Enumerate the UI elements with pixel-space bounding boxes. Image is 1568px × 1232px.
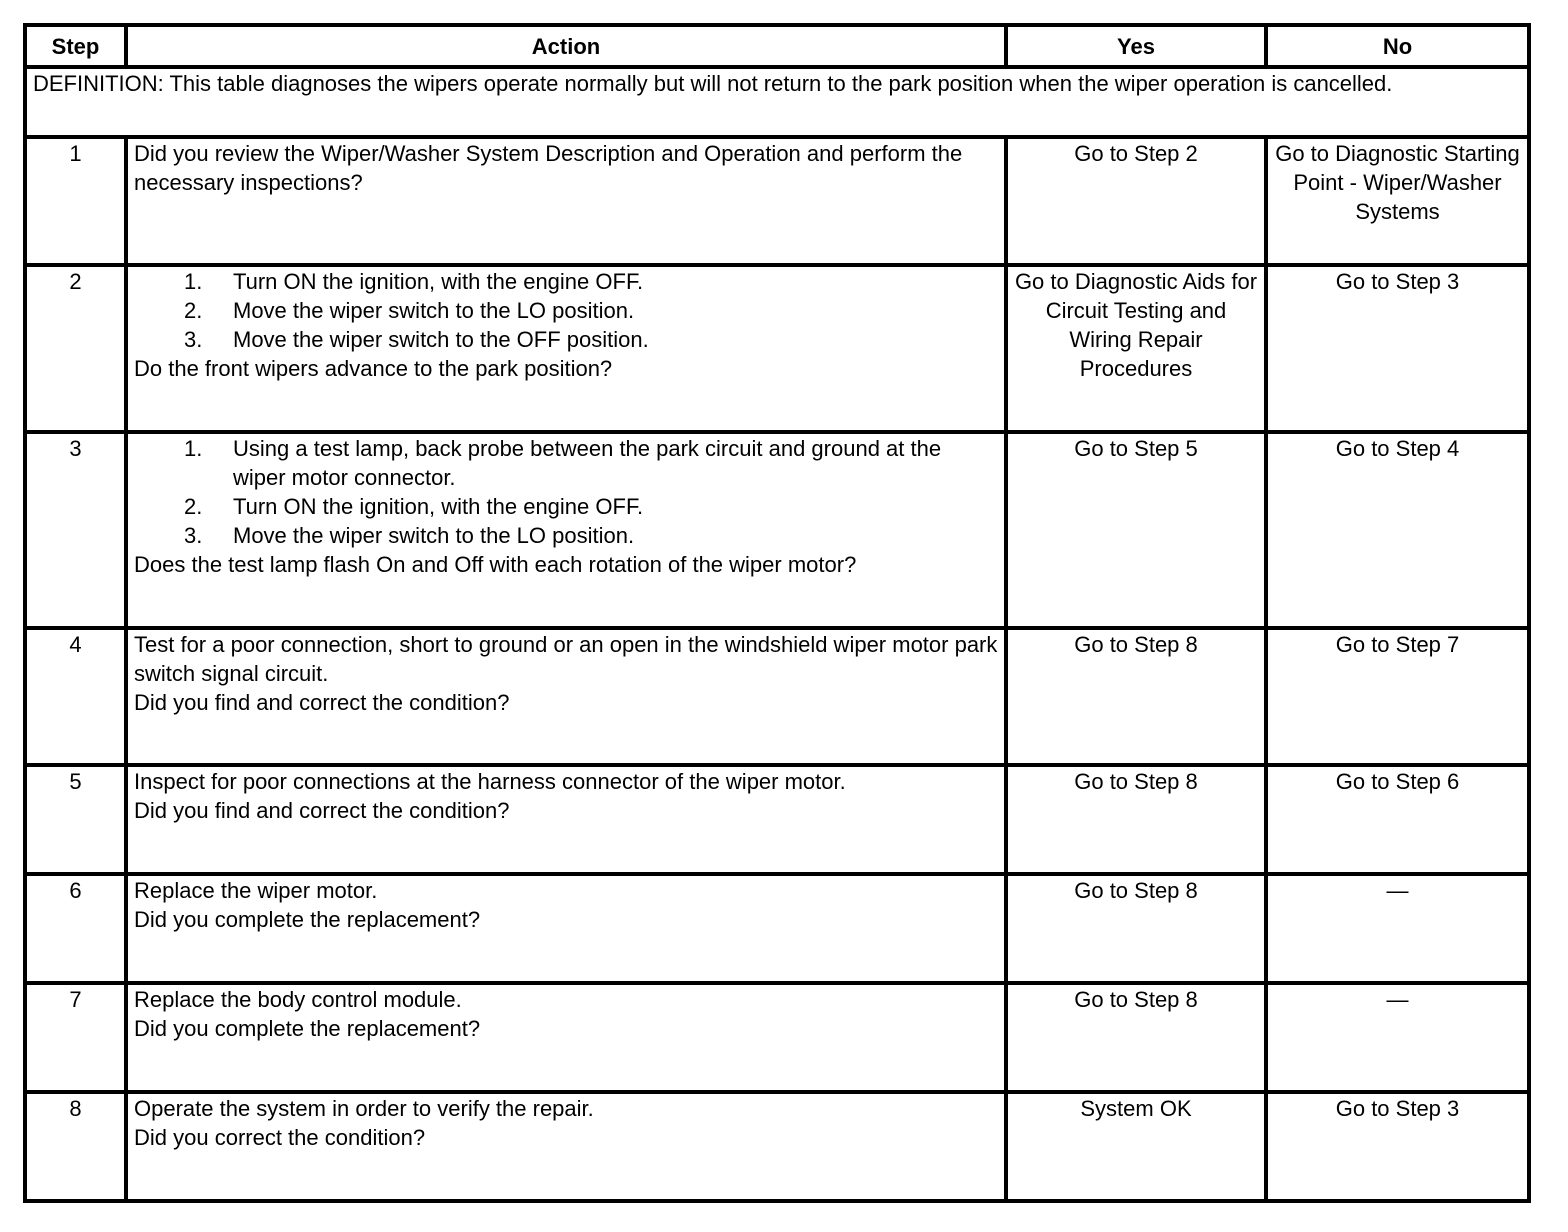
table-row [25, 432, 1529, 628]
step-number: 1 [25, 137, 126, 265]
yes-result: Go to Step 8 [1006, 874, 1266, 983]
yes-result: Go to Diagnostic Aids for Circuit Testing and Wiring Repair Procedures [1006, 265, 1266, 432]
header-action: Action [126, 25, 1006, 67]
step-number: 4 [25, 628, 126, 765]
action-text: Inspect for poor connections at the harness connector of the wiper motor. [134, 769, 846, 794]
action-text: Did you review the Wiper/Washer System Description and Operation and perform the necessary inspections? [126, 137, 1006, 265]
list-item: 2. Turn ON the ignition, with the engine OFF. [184, 494, 644, 519]
table-row [25, 137, 1529, 265]
action-cell [126, 983, 1006, 1092]
table-row [25, 628, 1529, 765]
no-result: Go to Step 6 [1266, 765, 1529, 874]
list-item: 1. Using a test lamp, back probe between the park circuit and ground at the wiper motor connector. [184, 436, 942, 490]
procedure-list [134, 267, 998, 354]
table-row [25, 265, 1529, 432]
yes-result: Go to Step 2 [1006, 137, 1266, 265]
question-text: Did you complete the replacement? [134, 1016, 481, 1041]
action-cell [126, 1092, 1006, 1201]
no-result: Go to Step 3 [1266, 265, 1529, 432]
question-text: Did you find and correct the condition? [134, 798, 510, 823]
question-text: Do the front wipers advance to the park position? [134, 356, 613, 381]
table-row [25, 983, 1529, 1092]
step-number: 7 [25, 983, 126, 1092]
action-text: Replace the wiper motor. [134, 878, 378, 903]
header-yes: Yes [1006, 25, 1266, 67]
list-item: 3. Move the wiper switch to the OFF position. [184, 327, 649, 352]
question-text: Did you complete the replacement? [134, 907, 481, 932]
definition-text: DEFINITION: This table diagnoses the wipers operate normally but will not return to the park position when the wiper operation is cancelled. [25, 67, 1529, 137]
definition-row [25, 67, 1529, 137]
yes-result: Go to Step 5 [1006, 432, 1266, 628]
action-cell [126, 765, 1006, 874]
diagnostic-table [23, 23, 1531, 1203]
step-number: 6 [25, 874, 126, 983]
yes-result: Go to Step 8 [1006, 628, 1266, 765]
list-item: 3. Move the wiper switch to the LO position. [184, 523, 635, 548]
action-text: Operate the system in order to verify the repair. [134, 1096, 594, 1121]
yes-result: System OK [1006, 1092, 1266, 1201]
action-text: Replace the body control module. [134, 987, 462, 1012]
no-result: Go to Diagnostic Starting Point - Wiper/Washer Systems [1266, 137, 1529, 265]
list-item: 2. Move the wiper switch to the LO position. [184, 298, 635, 323]
question-text: Did you find and correct the condition? [134, 690, 510, 715]
action-text: Test for a poor connection, short to ground or an open in the windshield wiper motor park switch signal circuit. [134, 632, 998, 686]
list-item: 1. Turn ON the ignition, with the engine OFF. [184, 269, 644, 294]
no-result: — [1266, 983, 1529, 1092]
procedure-list [134, 434, 998, 550]
step-number: 5 [25, 765, 126, 874]
table-row [25, 874, 1529, 983]
header-step: Step [25, 25, 126, 67]
yes-result: Go to Step 8 [1006, 765, 1266, 874]
no-result: Go to Step 3 [1266, 1092, 1529, 1201]
no-result: Go to Step 7 [1266, 628, 1529, 765]
table-row [25, 1092, 1529, 1201]
step-number: 8 [25, 1092, 126, 1201]
action-cell [126, 628, 1006, 765]
action-cell [126, 874, 1006, 983]
table-row [25, 765, 1529, 874]
header-no: No [1266, 25, 1529, 67]
step-number: 3 [25, 432, 126, 628]
no-result: Go to Step 4 [1266, 432, 1529, 628]
action-cell [126, 265, 1006, 432]
question-text: Does the test lamp flash On and Off with each rotation of the wiper motor? [134, 552, 857, 577]
step-number: 2 [25, 265, 126, 432]
header-row [25, 25, 1529, 67]
no-result: — [1266, 874, 1529, 983]
action-cell [126, 432, 1006, 628]
question-text: Did you correct the condition? [134, 1125, 426, 1150]
yes-result: Go to Step 8 [1006, 983, 1266, 1092]
